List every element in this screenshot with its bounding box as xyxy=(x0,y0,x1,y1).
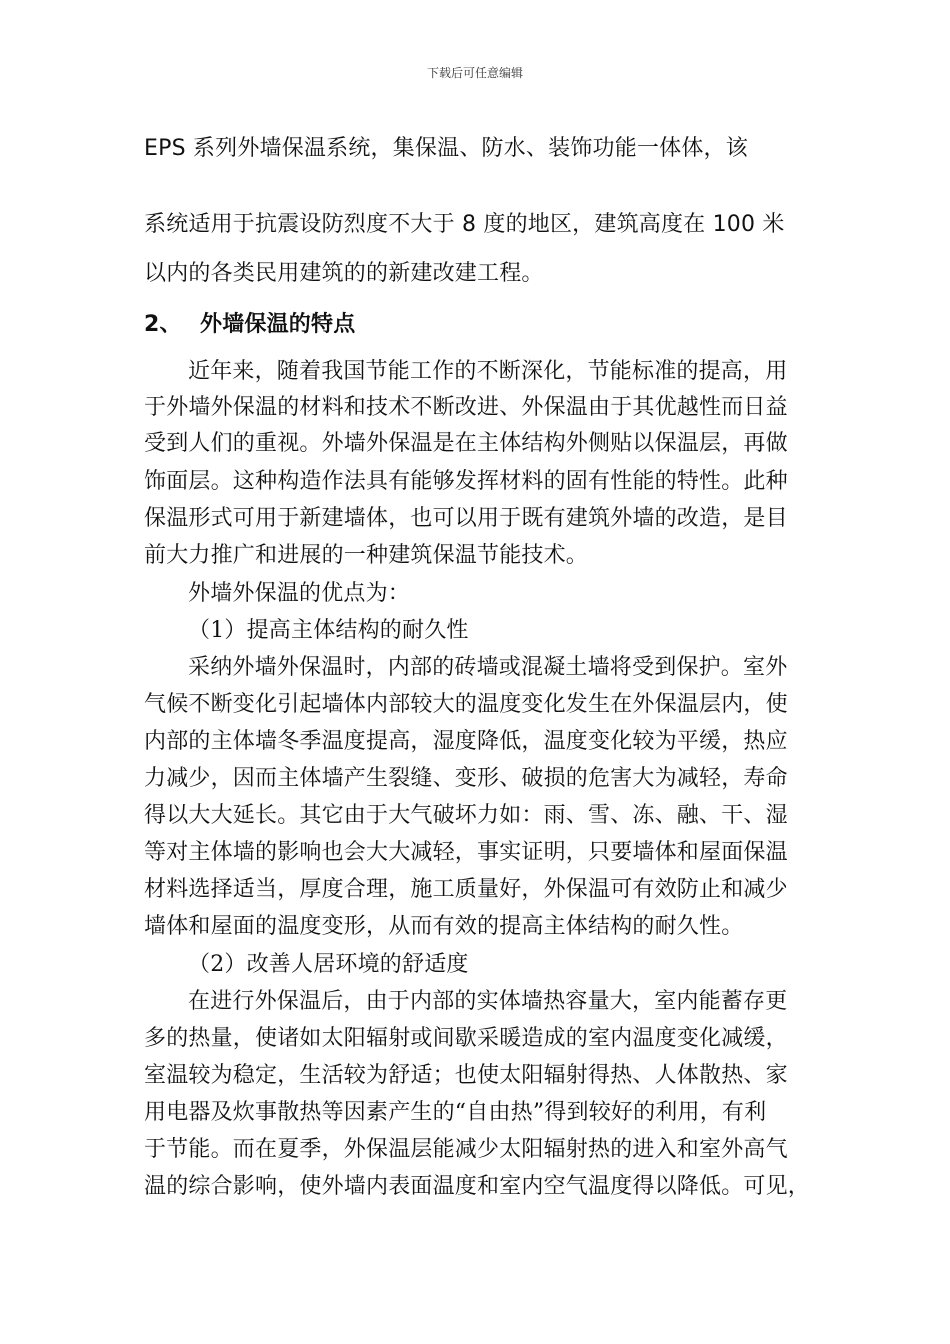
subsection-2-title: （2）改善人居环境的舒适度 xyxy=(188,952,469,977)
subsection-1-title: （1）提高主体结构的耐久性 xyxy=(188,618,469,643)
text-line: 在进行外保温后，由于内部的实体墙热容量大，室内能蓄存更 xyxy=(188,989,788,1014)
section-heading xyxy=(144,310,355,340)
text-line: 受到人们的重视。外墙外保温是在主体结构外侧贴以保温层，再做 xyxy=(144,431,788,456)
text-line: 用电器及炊事散热等因素产生的“自由热”得到较好的利用，有利 xyxy=(144,1100,767,1125)
text-line: 前大力推广和进展的一种建筑保温节能技术。 xyxy=(144,543,589,568)
page-header-note: 下载后可任意编辑 xyxy=(426,66,523,80)
text-line: 室温较为稳定，生活较为舒适；也使太阳辐射得热、人体散热、家 xyxy=(144,1063,788,1088)
text-line: 于节能。而在夏季，外保温层能减少太阳辐射热的进入和室外高气 xyxy=(144,1137,788,1162)
text-line: 材料选择适当，厚度合理，施工质量好，外保温可有效防止和减少 xyxy=(144,877,788,902)
text-line: 气候不断变化引起墙体内部较大的温度变化发生在外保温层内，使 xyxy=(144,692,788,717)
text-line: 多的热量，使诸如太阳辐射或间歇采暖造成的室内温度变化减缓， xyxy=(144,1026,788,1051)
text-line: 墙体和屋面的温度变形，从而有效的提高主体结构的耐久性。 xyxy=(144,914,744,939)
text-line: 采纳外墙外保温时，内部的砖墙或混凝土墙将受到保护。室外 xyxy=(188,655,788,680)
text-line: 近年来，随着我国节能工作的不断深化，节能标准的提高，用 xyxy=(188,359,788,384)
text-line: EPS 系列外墙保温系统，集保温、防水、装饰功能一体体，该 xyxy=(144,136,748,161)
text-line: 等对主体墙的影响也会大大减轻，事实证明，只要墙体和屋面保温 xyxy=(144,840,788,865)
text-line: 系统适用于抗震设防烈度不大于 8 度的地区，建筑高度在 100 米 xyxy=(144,212,785,237)
text-line: 力减少，因而主体墙产生裂缝、变形、破损的危害大为减轻，寿命 xyxy=(144,766,788,791)
text-line: 保温形式可用于新建墙体，也可以用于既有建筑外墙的改造，是目 xyxy=(144,506,788,531)
section-number: 2、 xyxy=(144,312,182,337)
text-line: 内部的主体墙冬季温度提高，湿度降低，温度变化较为平缓，热应 xyxy=(144,729,788,754)
text-line: 于外墙外保温的材料和技术不断改进、外保温由于其优越性而日益 xyxy=(144,395,788,420)
section-title: 外墙保温的特点 xyxy=(200,312,356,337)
advantages-intro: 外墙外保温的优点为： xyxy=(188,581,411,606)
text-line: 以内的各类民用建筑的的新建改建工程。 xyxy=(144,261,544,286)
text-line: 得以大大延长。其它由于大气破坏力如：雨、雪、冻、融、干、湿 xyxy=(144,803,788,828)
text-line: 温的综合影响，使外墙内表面温度和室内空气温度得以降低。可见， xyxy=(144,1174,811,1199)
text-line: 饰面层。这种构造作法具有能够发挥材料的固有性能的特性。此种 xyxy=(144,469,788,494)
